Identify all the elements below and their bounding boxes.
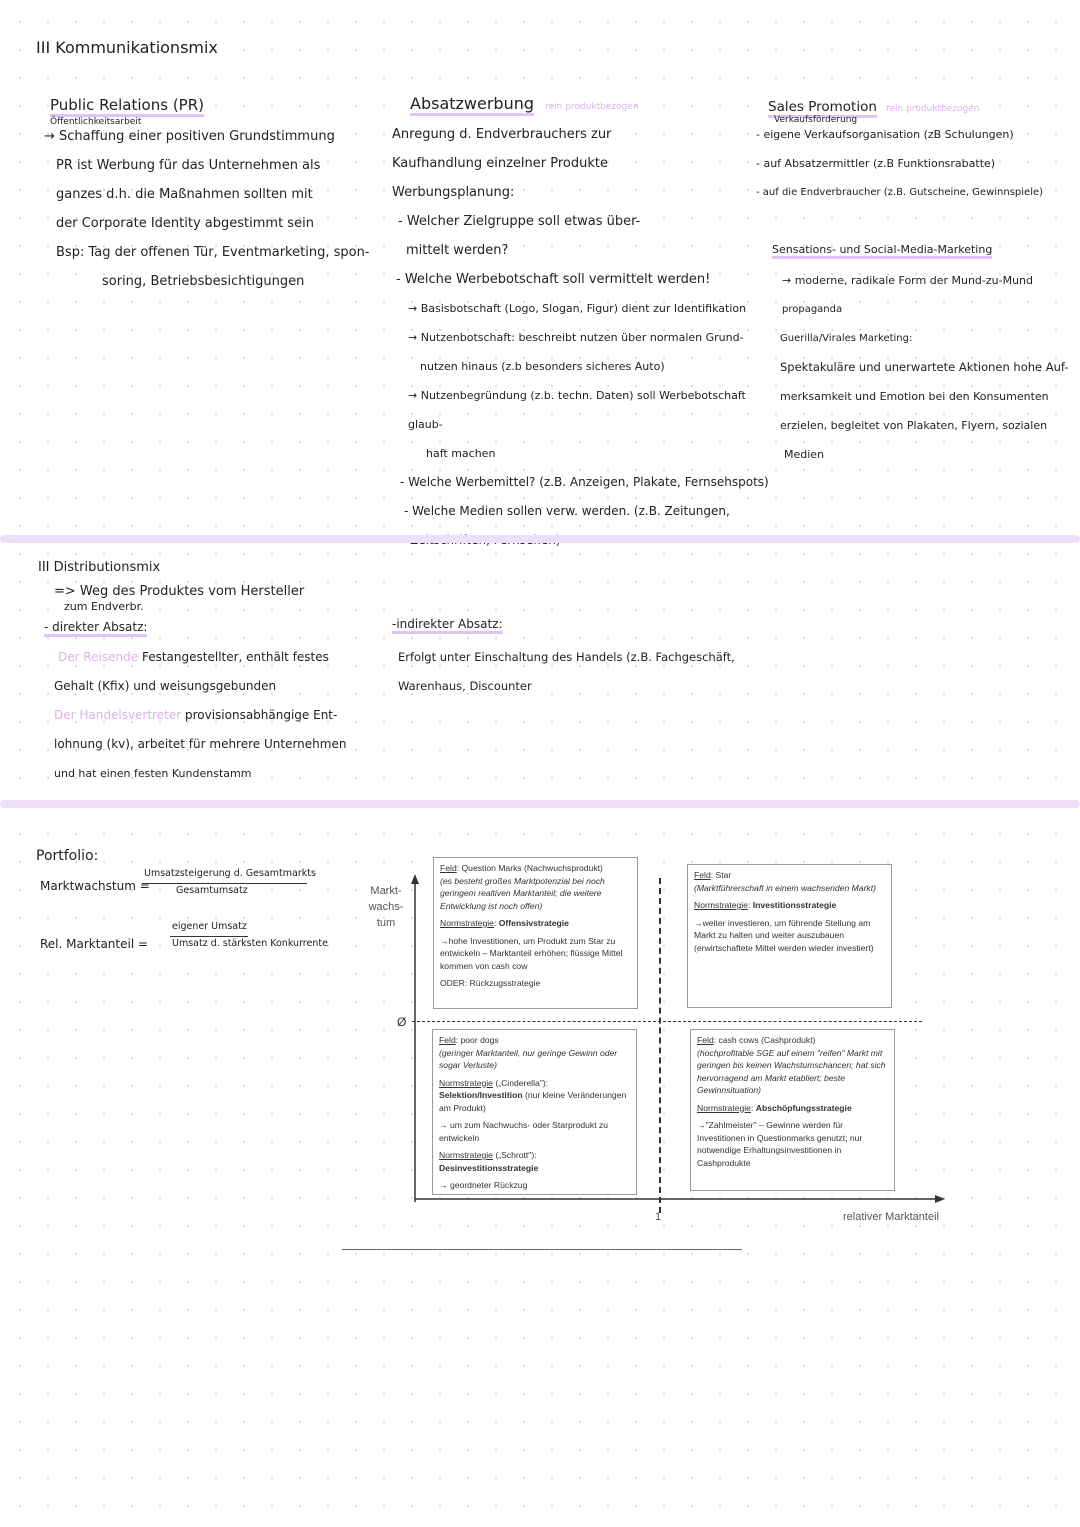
cows-feld: : cash cows (Cashprodukt): [713, 1035, 816, 1045]
direkt-heading: [44, 620, 147, 634]
section-divider: [0, 535, 1080, 543]
absatz-line: Kaufhandlung einzelner Produkte: [392, 156, 608, 171]
pr-subheading: Öffentlichkeitsarbeit: [50, 117, 142, 127]
cows-desc: (hochprofitable SGE auf einem "reifen" Markt mit geringen bis keinen Wachstumschancen; hat sich hervorragend am Markt etabliert; beste Gewinnsituation): [697, 1047, 886, 1095]
distribution-intro: [54, 584, 304, 614]
star-ns-label: Normstrategie: [694, 900, 748, 910]
qm-feld-label: Feld: [440, 863, 457, 873]
absatz-line: → Nutzenbegründung (z.b. techn. Daten) soll Werbebotschaft glaub-: [408, 389, 746, 431]
sales-note: rein produktbezogen: [886, 104, 980, 114]
direkt-line: [54, 643, 384, 672]
rm-numerator: eigener Umsatz: [172, 921, 247, 932]
mw-fraction-line: [142, 883, 307, 884]
absatz-line: mittelt werden?: [406, 243, 509, 258]
absatz-line: Werbungsplanung:: [392, 185, 515, 200]
sales-line: - auf Absatzermittler (z.B Funktionsrabatte): [756, 157, 996, 170]
horizontal-divider: [412, 1021, 922, 1022]
star-desc: (Marktführerschaft in einem wachsenden Markt): [694, 882, 876, 893]
pr-heading: Public Relations (PR): [50, 96, 204, 117]
star-feld-label: Feld: [694, 870, 711, 880]
indirekt-text: [398, 643, 818, 701]
mw-numerator: Umsatzsteigerung d. Gesamtmarkts: [144, 868, 316, 879]
box-poor-dogs: [432, 1029, 637, 1195]
dogs-ns2: Desinvestitionsstrategie: [439, 1162, 539, 1173]
section-divider: [0, 800, 1080, 808]
sales-heading: Sales Promotion: [768, 99, 877, 118]
x-axis-label: relativer Marktanteil: [843, 1211, 939, 1223]
sensations-line: merksamkeit und Emotion bei den Konsumenten: [780, 390, 1049, 403]
direkt-line: Gehalt (Kfix) und weisungsgebunden: [54, 679, 277, 693]
y-axis-label-line: wachs-: [368, 901, 404, 913]
rm-fraction-line: [170, 936, 248, 937]
qm-ns-label: Normstrategie: [440, 918, 494, 928]
indirekt-heading: [392, 617, 503, 631]
star-text: →weiter investieren, um führende Stellung am Markt zu halten und weiter auszubauen (erwirtschaftete Mittel werden wieder investiert): [694, 917, 874, 953]
sensations-line: Spektakuläre und unerwartete Aktionen hohe Auf-: [780, 360, 1069, 374]
box-star: Feld: Star (Marktführerschaft in einem wachsenden Markt) Normstrategie: Investitionsstrategie →weiter investieren, um führende Stellung am Markt zu halten und weiter auszubauen (erwirtschaftete Mittel werden wieder investiert): [687, 864, 892, 1008]
absatz-line: haft machen: [426, 447, 496, 460]
cows-ns: Abschöpfungsstrategie: [755, 1102, 852, 1113]
indirekt-line: Erfolgt unter Einschaltung des Handels (z.B. Fachgeschäft,: [398, 650, 735, 664]
sensations-line: → moderne, radikale Form der Mund-zu-Mund: [782, 274, 1034, 287]
mw-label: Marktwachstum =: [40, 879, 150, 893]
section-title-distributionsmix: III Distributionsmix: [38, 560, 161, 575]
sales-subheading: Verkaufsförderung: [774, 115, 858, 125]
sensations-line: propaganda: [782, 304, 843, 315]
absatz-line: nutzen hinaus (z.b besonders sicheres Auto): [420, 360, 665, 373]
qm-ns: Offensivstrategie: [498, 918, 569, 928]
dogs-ns2-pre: („Schrott"):: [492, 1150, 537, 1160]
pr-line: soring, Betriebsbesichtigungen: [102, 274, 305, 289]
absatz-heading-row: [410, 94, 639, 113]
mw-denominator: Gesamtumsatz: [176, 885, 248, 896]
pr-text: [44, 122, 374, 296]
absatz-line: → Basisbotschaft (Logo, Slogan, Figur) dient zur Identifikation: [408, 302, 747, 315]
dogs-ns1-post: (nur kleine Veränderungen am Produkt): [439, 1090, 627, 1113]
sensations-text: [780, 266, 1080, 469]
handelsvertreter-desc: provisionsabhängige Ent-: [184, 708, 338, 722]
dogs-text1: → um zum Nachwuchs- oder Starprodukt zu entwickeln: [439, 1120, 609, 1143]
pr-line: der Corporate Identity abgestimmt sein: [56, 216, 314, 231]
absatz-line: - Welche Werbemittel? (z.B. Anzeigen, Plakate, Fernsehspots): [400, 475, 769, 489]
x-axis-arrow: [935, 1195, 945, 1203]
sales-line: - eigene Verkaufsorganisation (zB Schulungen): [756, 128, 1014, 141]
sensations-line: Medien: [784, 448, 825, 461]
qm-oder: ODER: Rückzugsstrategie: [440, 978, 541, 988]
absatz-line: Anregung d. Endverbrauchers zur: [392, 127, 612, 142]
dogs-feld-label: Feld: [439, 1035, 456, 1045]
cows-feld-label: Feld: [697, 1035, 714, 1045]
reisende-term: Der Reisende: [58, 650, 139, 664]
section-title-kommunikationsmix: III Kommunikationsmix: [36, 38, 218, 57]
handelsvertreter-term: Der Handelsvertreter: [54, 708, 182, 722]
x-axis-mark: 1: [655, 1211, 662, 1223]
sales-text: [756, 120, 1076, 207]
star-feld: : Star: [710, 870, 732, 880]
cows-text: →"Zahlmeister" – Gewinne werden für Investitionen in Questionmarks genutzt; nur notwendige Erhaltungsinvestitionen in Cashprodukte: [697, 1120, 863, 1168]
y-axis-label-line: tum: [376, 917, 396, 929]
qm-text: →hohe Investitionen, um Produkt zum Star zu entwickeln – Marktanteil erhöhen; flüssige Mittel kommen von cash cow: [440, 935, 623, 971]
dogs-desc: (geringer Marktanteil, nur geringe Gewinn oder sogar Verluste): [439, 1047, 618, 1070]
indirekt-heading-text: -indirekter Absatz:: [392, 617, 503, 634]
sensations-line: Guerilla/Virales Marketing:: [780, 333, 913, 344]
sensations-heading-text: Sensations- und Social-Media-Marketing: [772, 243, 992, 259]
indirekt-line: Warenhaus, Discounter: [398, 679, 532, 693]
vertical-divider: [659, 878, 661, 1213]
direkt-text: [54, 643, 384, 788]
y-axis-label-line: Markt-: [370, 885, 402, 897]
reisende-desc: Festangestellter, enthält festes: [141, 650, 329, 664]
dogs-ns1: Selektion/Investition: [439, 1090, 523, 1100]
cows-ns-label: Normstrategie: [697, 1102, 751, 1113]
y-axis-label: [366, 883, 406, 931]
sensations-line: erzielen, begleitet von Plakaten, Flyern, sozialen: [780, 419, 1048, 432]
y-axis-arrow: [411, 874, 419, 884]
pr-line: PR ist Werbung für das Unternehmen als: [56, 158, 321, 173]
absatz-line: - Welche Medien sollen verw. werden. (z.B. Zeitungen,: [404, 504, 730, 518]
absatz-line: - Welche Werbebotschaft soll vermittelt werden!: [396, 272, 711, 287]
sales-line: - auf die Endverbraucher (z.B. Gutscheine, Gewinnspiele): [756, 187, 1044, 198]
qm-desc: (es besteht großes Marktpotenzial bei noch geringem realtiven Marktanteil; die weitere Entwicklung ist noch offen): [440, 875, 605, 911]
direkt-line: lohnung (kv), arbeitet für mehrere Unternehmen: [54, 737, 347, 751]
pr-line: ganzes d.h. die Maßnahmen sollten mit: [56, 187, 313, 202]
bottom-rule: [342, 1249, 742, 1250]
absatz-text: [392, 120, 782, 555]
star-ns: Investitionsstrategie: [752, 900, 837, 910]
dogs-ns1-pre: („Cinderella"):: [492, 1077, 549, 1088]
absatz-line: → Nutzenbotschaft: beschreibt nutzen über normalen Grund-: [408, 331, 744, 344]
absatz-heading: Absatzwerbung: [410, 94, 534, 116]
portfolio-title: Portfolio:: [36, 848, 99, 864]
absatz-note: rein produktbezogen: [545, 102, 639, 112]
box-cash-cows: Feld: cash cows (Cashprodukt) (hochprofitable SGE auf einem "reifen" Markt mit geringen bis keinen Wachstumschancen; hat sich hervorragend am Markt etabliert; beste Gewinnsituation) Normstrategie: Abschöpfungsstrategie →"Zahlmeister" – Gewinne werden für Investitionen in Questionmarks genutzt; nur notwendige Erhaltungsinvestitionen in Cashprodukte: [690, 1029, 895, 1191]
dogs-ns1-label: Normstrategie: [439, 1077, 493, 1088]
direkt-line: [54, 701, 384, 730]
distribution-intro-line: zum Endverbr.: [64, 600, 144, 613]
box-question-marks: Feld: Question Marks (Nachwuchsprodukt) (es besteht großes Marktpotenzial bei noch geringem realtiven Marktanteil; die weitere Entwicklung ist noch offen) Normstrategie: Offensivstrategie →hohe Investitionen, um Produkt zum Star zu entwickeln – Marktanteil erhöhen; flüssige Mittel kommen von cash cow ODER: Rückzugsstrategie: [433, 857, 638, 1009]
direkt-line: und hat einen festen Kundenstamm: [54, 767, 252, 780]
rm-label: Rel. Marktanteil =: [40, 937, 149, 951]
pr-line: Bsp: Tag der offenen Tür, Eventmarketing, spon-: [56, 245, 370, 260]
sensations-heading: [772, 243, 992, 256]
distribution-intro-line: => Weg des Produktes vom Hersteller: [54, 584, 305, 599]
rm-denominator: Umsatz d. stärksten Konkurrente: [172, 938, 328, 949]
direkt-heading-text: - direkter Absatz:: [44, 620, 147, 637]
qm-feld: : Question Marks (Nachwuchsprodukt): [456, 863, 603, 873]
y-axis-mark: Ø: [397, 1015, 407, 1029]
dogs-ns2-label: Normstrategie: [439, 1150, 493, 1160]
absatz-line: - Welcher Zielgruppe soll etwas über-: [398, 214, 641, 229]
dogs-feld: : poor dogs: [455, 1035, 499, 1045]
pr-line: → Schaffung einer positiven Grundstimmung: [44, 129, 335, 144]
dogs-text2: → geordneter Rückzug: [439, 1180, 528, 1190]
